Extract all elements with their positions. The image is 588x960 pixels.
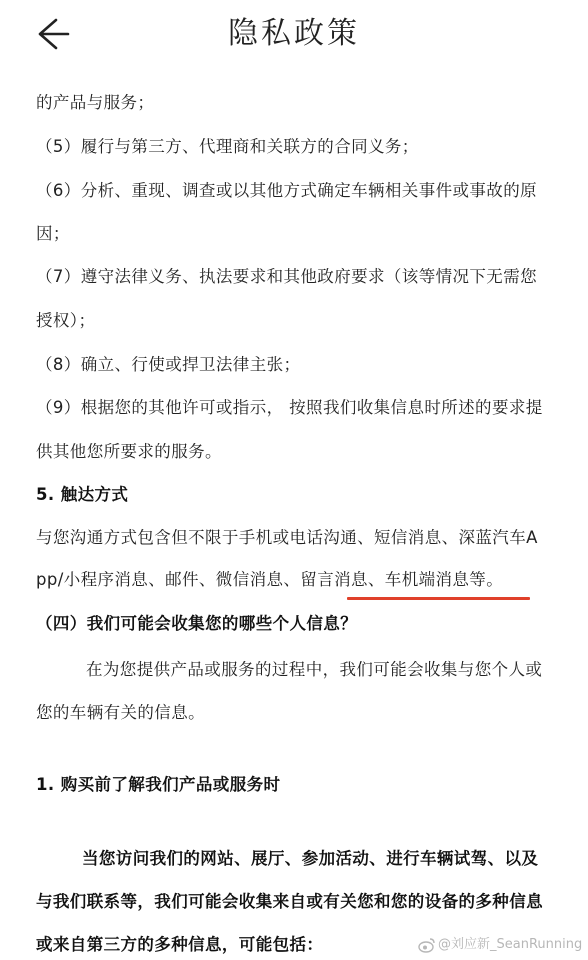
list-item-5: （5）履行与第三方、代理商和关联方的合同义务； <box>36 137 419 156</box>
red-underline <box>347 597 530 600</box>
intro-paragraph-cont: 您的车辆有关的信息。 <box>36 703 205 722</box>
section-heading-purchase: 1. 购买前了解我们产品或服务时 <box>36 775 281 794</box>
list-item-6-cont: 因； <box>36 224 70 243</box>
purchase-paragraph-end: 或来自第三方的多种信息，可能包括： <box>36 935 324 954</box>
section-heading-contact: 5. 触达方式 <box>36 485 129 504</box>
weibo-icon <box>418 937 436 953</box>
purchase-paragraph: 当您访问我们的网站、展厅、参加活动、进行车辆试驾、以及 <box>82 849 539 868</box>
watermark <box>418 934 582 956</box>
list-item-8: （8）确立、行使或捍卫法律主张； <box>36 355 301 374</box>
list-item-9: （9）根据您的其他许可或指示， 按照我们收集信息时所述的要求提 <box>36 398 543 417</box>
section-heading-four: （四）我们可能会收集您的哪些个人信息？ <box>36 614 358 633</box>
contact-paragraph-cont: pp/小程序消息、邮件、微信消息、留言消息、车机端消息等。 <box>36 570 504 589</box>
list-item-7-cont: 授权）； <box>36 311 96 330</box>
list-item-6: （6）分析、重现、调查或以其他方式确定车辆相关事件或事故的原 <box>36 181 537 200</box>
watermark-text: @刘应新_SeanRunning <box>438 937 583 952</box>
purchase-paragraph-cont: 与我们联系等，我们可能会收集来自或有关您和您的设备的多种信息 <box>36 892 543 911</box>
paragraph-line: 的产品与服务； <box>36 93 155 112</box>
contact-paragraph: 与您沟通方式包含但不限于手机或电话沟通、短信消息、深蓝汽车A <box>36 528 538 547</box>
page-title: 隐私政策 <box>228 16 360 51</box>
intro-paragraph: 在为您提供产品或服务的过程中，我们可能会收集与您个人或 <box>86 660 543 679</box>
list-item-9-cont: 供其他您所要求的服务。 <box>36 442 222 461</box>
list-item-7: （7）遵守法律义务、执法要求和其他政府要求（该等情况下无需您 <box>36 267 537 286</box>
